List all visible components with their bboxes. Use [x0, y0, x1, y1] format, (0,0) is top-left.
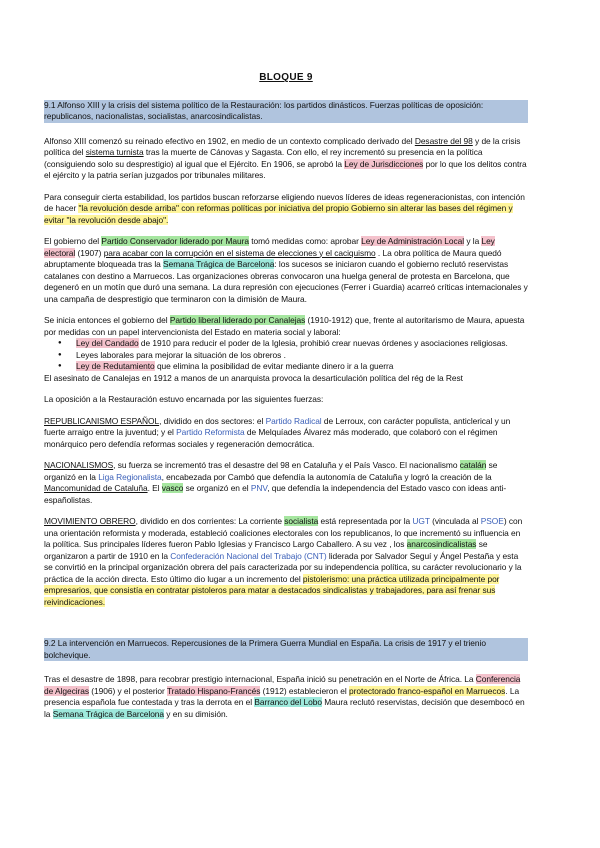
paragraph-alfonso [44, 136, 528, 182]
list-item [66, 361, 528, 373]
underlined-term: para acabar con la corrupción en el sistema de elecciones y el caciquismo [103, 247, 376, 258]
list-item [66, 350, 528, 362]
highlight-pink: Ley del Candado [76, 338, 139, 348]
text: Tras el desastre de 1898, para recobrar prestigio internacional, España inició su penetración en el Norte de África. La [44, 674, 476, 684]
canalejas-measures-list [44, 338, 528, 373]
blue-term: Confederación Nacional del Trabajo (CNT) [170, 550, 327, 561]
highlight-pink: Ley de Redutamiento [76, 361, 155, 371]
highlight-pink: Ley electoral [44, 236, 495, 258]
text: liderada por Salvador Seguí y Ángel Pestaña y esta se convirtió en la principal organización obrera del país caracterizada por su independencia política, su carácter revolucionario y la práctica de la acción directa. Esto último dio lugar a un incremento del [44, 550, 522, 584]
text: (1906) y el posterior [89, 685, 167, 696]
highlight-cyan: Semana Trágica de Barcelona [52, 708, 165, 719]
text: ) con una orientación reformista y moderada, estableció coaliciones electorales con los republicanos, lo que incrementó su influencia en la política. Sus principales líderes fueron Pablo Iglesias y Francisco Largo Caballero. A su vez , los [44, 516, 523, 549]
section-heading-9-2: 9.2 La intervención en Marruecos. Repercusiones de la Primera Guerra Mundial en España. La crisis de 1917 y el trienio bolchevique. [44, 638, 528, 661]
blue-term: PNV [250, 483, 268, 493]
text: Para conseguir cierta estabilidad, los partidos buscan reforzarse eligiendo nuevos líderes de ideas regeneracionistas, con intención de hacer [44, 191, 525, 213]
blue-term: Partido Radical [265, 415, 322, 426]
text: se organizaron a partir de 1910 en la [44, 539, 488, 561]
text: El gobierno del [44, 236, 102, 246]
paragraph-marruecos [44, 674, 528, 720]
paragraph-nacionalismos [44, 460, 528, 506]
text: tomó medidas como: aprobar [248, 236, 362, 246]
text: (vinculada al [429, 516, 481, 526]
highlight-pink: Ley de Administración Local [361, 236, 465, 246]
underlined-term: Mancomunidad de Cataluña [44, 483, 148, 493]
text: de 1910 para reducir el poder de la Iglesia, prohibió crear nuevas órdenes y asociaciones religiosas. [138, 338, 508, 348]
text: . El [147, 483, 162, 493]
highlight-yellow: "la revolución desde arriba" con reformas políticas por iniciativa del propio Gobierno sin alterar las bases del régimen y evitar "la revolución desde abajo". [44, 203, 513, 225]
underlined-term: REPUBLICANISMO ESPAÑOL [44, 415, 160, 426]
text: , dividido en dos sectores: el [159, 415, 266, 426]
text: tras la muerte de Cánovas y Sagasta. Con ello, el rey incrementó su presencia en la política (consiguiendo solo su desprestigio) al igual que el Ejército. En 1906, se aprobó la [44, 147, 483, 169]
text: Alfonso XIII comenzó su reinado efectivo en 1902, en medio de un contexto complicado derivado del [44, 135, 415, 146]
text: , que defendía la independencia del Estado vasco con ideas anti-españolistas. [44, 483, 507, 505]
underlined-term: Desastre del 98 [414, 135, 473, 146]
section-spacer [44, 618, 528, 638]
paragraph-republicanismo [44, 416, 528, 451]
highlight-pink: Tratado Hispano-Francés [166, 685, 261, 696]
section-heading-9-1: 9.1 Alfonso XIII y la crisis del sistema político de la Restauración: los partidos dinásticos. Fuerzas políticas de oposición: republicanos, nacionalistas, socialistas, anarcosindicalistas. [44, 100, 528, 123]
highlight-cyan: Barranco del Lobo [254, 697, 322, 707]
text: y en su dimisión. [164, 708, 228, 719]
highlight-green: Partido Conservador liderado por Maura [101, 236, 249, 246]
text: (1910-1912) que, frente al autoritarismo de Maura, apuesta por medidas con un papel intervencionista del Estado en materia social y laboral: [44, 315, 525, 337]
text: está representada por la [318, 516, 413, 526]
highlight-cyan: Semana Trágica de Barcelona [163, 259, 275, 269]
highlight-yellow: pistolerismo: una práctica utilizada principalmente por empresarios, que consistía en contratar pistoleros para matar a destacados sindicalistas y trabajadores, para así frenar sus reivindicaciones. [44, 573, 500, 607]
blue-term: Liga Regionalista [98, 471, 162, 482]
text: . La obra política de Maura quedó abruptamente bloqueada tras la [44, 247, 502, 269]
text: y de la crisis política del [44, 135, 521, 157]
underlined-term: MOVIMIENTO OBRERO [44, 516, 136, 526]
text: y la [464, 236, 482, 246]
paragraph-movimiento-obrero [44, 516, 528, 608]
text: Se inicia entonces el gobierno del [44, 315, 170, 325]
text: por lo que los delitos contra el ejército y la patria serían juzgados por tribunales militares. [44, 158, 527, 180]
highlight-yellow: protectorado franco-español en Marruecos [348, 685, 506, 696]
text: : los sucesos se iniciaron cuando el gobierno reclutó reservistas catalanes con destino a Marruecos. Las organizaciones obreras convocaron una huelga general de protesta en Barcelona, que degeneró en un motín que duró una semana. La dura represión con ejecuciones (Ferrer i Guardia) acarreó críticas internacionales y una campaña de desprestigio que terminaron con la dimisión de Maura. [44, 259, 528, 304]
text: que elimina la posibilidad de evitar mediante dinero ir a la guerra [154, 361, 394, 371]
text: , encabezada por Cambó que defendía la autonomía de Cataluña y logró la creación de la [161, 471, 492, 482]
text: El asesinato de Canalejas en 1912 a manos de un anarquista provoca la desarticulación política del rég de la Rest [44, 372, 463, 383]
paragraph-oposicion: La oposición a la Restauración estuvo encarnada por las siguientes fuerzas: [44, 394, 324, 404]
page-title: BLOQUE 9 [259, 72, 313, 83]
paragraph-canalejas [44, 315, 528, 384]
text: , dividido en dos corrientes: La corriente [135, 516, 285, 526]
underlined-term: NACIONALISMOS [44, 460, 114, 470]
paragraph-maura [44, 236, 528, 305]
text: de Lerroux, con carácter populista, anticlerical y un fuerte arraigo entre la juventud; y el [44, 415, 511, 437]
text: se organizó en la [44, 460, 498, 482]
document-page [44, 72, 528, 730]
blue-term: PSOE [480, 516, 504, 526]
text: (1907) [75, 247, 104, 258]
underlined-term: sistema turnista [85, 147, 144, 157]
highlight-green: socialista [284, 516, 319, 526]
blue-term: Partido Reformista [176, 427, 245, 437]
text: , su fuerza se incrementó tras el desastre del 98 en Cataluña y el País Vasco. El nacionalismo [113, 460, 460, 470]
highlight-green: catalán [459, 460, 487, 470]
text: Maura reclutó reservistas, decisión que desembocó en la [44, 697, 525, 719]
text: de Melquíades Álvarez más moderado, que colaboró con el régimen monárquico pero defendía reformas sociales y regeneración democrática. [44, 427, 498, 449]
text: (1912) establecieron el [260, 685, 349, 696]
text: se organizó en el [183, 483, 251, 493]
highlight-green: anarcosindicalistas [406, 539, 477, 549]
text: Leyes laborales para mejorar la situación de los obreros . [76, 349, 286, 360]
highlight-pink: Conferencia de Algeciras [44, 674, 521, 696]
list-item [66, 338, 528, 350]
paragraph-estabilidad [44, 192, 528, 227]
highlight-green: vasco [161, 483, 184, 493]
highlight-green: Partido liberal liderado por Canalejas [169, 315, 306, 325]
text: . La presencia española fue contestada y tras la derrota en el [44, 685, 520, 707]
highlight-pink: Ley de Jurisdicciones [344, 158, 424, 169]
blue-term: UGT [412, 516, 430, 526]
